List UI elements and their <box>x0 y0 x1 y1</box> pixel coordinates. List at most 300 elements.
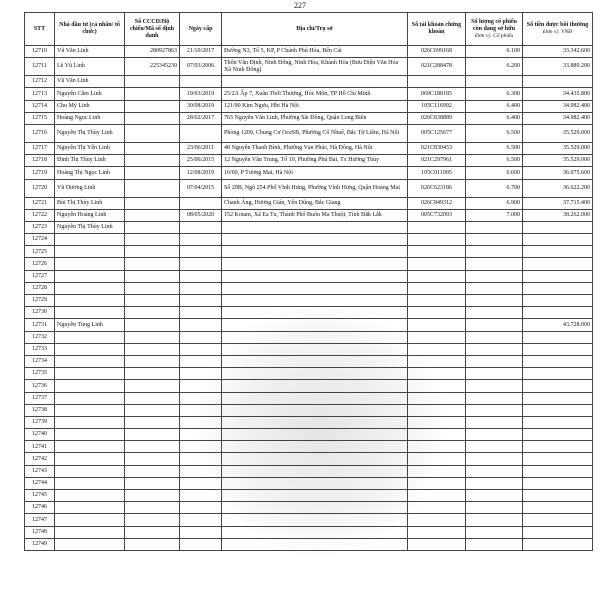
cell-issue-date <box>180 282 222 294</box>
cell-stt: 12716 <box>25 124 55 142</box>
header-investor-name: Nhà đầu tư (cá nhân/ tổ chức) <box>55 13 125 46</box>
cell-issue-date <box>180 392 222 404</box>
cell-account-number: 021C297961 <box>408 155 466 167</box>
cell-address <box>222 319 408 331</box>
cell-investor-name: Chu Mỹ Linh <box>55 100 125 112</box>
cell-id-number <box>125 112 180 124</box>
cell-amount: 33.342.600 <box>523 46 593 58</box>
cell-stt: 12733 <box>25 343 55 355</box>
table-row <box>25 404 593 416</box>
cell-investor-name <box>55 234 125 246</box>
cell-investor-name <box>55 490 125 502</box>
table-row <box>25 368 593 380</box>
cell-investor-name <box>55 538 125 550</box>
cell-stt: 12728 <box>25 282 55 294</box>
cell-address: 12 Nguyễn Văn Trung, Tổ 10, Phường Phú Bài, Tx Hương Thủy <box>222 155 408 167</box>
cell-issue-date <box>180 76 222 88</box>
cell-amount <box>523 221 593 233</box>
cell-account-number <box>408 307 466 319</box>
cell-account-number <box>408 429 466 441</box>
cell-shares <box>466 502 523 514</box>
cell-issue-date <box>180 124 222 142</box>
table-row <box>25 526 593 538</box>
cell-id-number <box>125 100 180 112</box>
cell-issue-date <box>180 295 222 307</box>
cell-address: 152 Kotam, Xã Ea Tu, Thành Phố Buôn Ma Thuột, Tỉnh Đắk Lắk <box>222 209 408 221</box>
cell-issue-date <box>180 246 222 258</box>
cell-id-number <box>125 142 180 154</box>
header-shares-unit: Đơn vị: Cổ phiếu <box>474 32 514 39</box>
cell-issue-date <box>180 221 222 233</box>
cell-shares <box>466 514 523 526</box>
header-id-number: Số CCCD/Hộ chiếu/Mã số định danh <box>125 13 180 46</box>
cell-account-number <box>408 76 466 88</box>
cell-stt: 12725 <box>25 246 55 258</box>
cell-account-number <box>408 355 466 367</box>
cell-amount <box>523 416 593 428</box>
cell-shares <box>466 319 523 331</box>
cell-stt: 12720 <box>25 179 55 197</box>
table-row <box>25 234 593 246</box>
cell-stt: 12746 <box>25 502 55 514</box>
table-row <box>25 416 593 428</box>
cell-id-number <box>125 404 180 416</box>
cell-amount <box>523 490 593 502</box>
cell-stt: 12731 <box>25 319 55 331</box>
cell-shares <box>466 221 523 233</box>
table-row <box>25 221 593 233</box>
cell-amount: 35.529.000 <box>523 155 593 167</box>
cell-id-number <box>125 355 180 367</box>
cell-account-number <box>408 465 466 477</box>
cell-issue-date <box>180 343 222 355</box>
cell-shares: 6.600 <box>466 167 523 179</box>
cell-address <box>222 441 408 453</box>
cell-investor-name: Nguyễn Hoàng Linh <box>55 209 125 221</box>
table-row <box>25 392 593 404</box>
cell-issue-date <box>180 319 222 331</box>
cell-investor-name: Vũ Văn Linh <box>55 76 125 88</box>
cell-investor-name <box>55 380 125 392</box>
header-shares <box>466 13 523 46</box>
cell-amount <box>523 526 593 538</box>
cell-investor-name: Nguyễn Tùng Linh <box>55 319 125 331</box>
cell-address: Chanh Áng, Hương Gián, Yên Dũng, Bắc Giang <box>222 197 408 209</box>
page-number: 227 <box>294 1 306 10</box>
cell-stt: 12741 <box>25 441 55 453</box>
cell-stt: 12732 <box>25 331 55 343</box>
cell-amount: 34.982.400 <box>523 112 593 124</box>
cell-amount: 43.728.000 <box>523 319 593 331</box>
table-row <box>25 307 593 319</box>
cell-address <box>222 246 408 258</box>
cell-amount: 34.435.800 <box>523 88 593 100</box>
cell-shares <box>466 343 523 355</box>
cell-amount <box>523 514 593 526</box>
cell-stt: 12742 <box>25 453 55 465</box>
cell-shares: 6.200 <box>466 58 523 76</box>
table-row <box>25 258 593 270</box>
cell-stt: 12744 <box>25 477 55 489</box>
cell-shares: 7.000 <box>466 209 523 221</box>
cell-investor-name: Nguyễn Thị Yến Linh <box>55 142 125 154</box>
header-address: Địa chỉ/Trụ sở <box>222 13 408 46</box>
cell-stt: 12740 <box>25 429 55 441</box>
table-row <box>25 124 593 142</box>
table-row <box>25 167 593 179</box>
cell-shares <box>466 441 523 453</box>
cell-amount <box>523 429 593 441</box>
cell-id-number <box>125 538 180 550</box>
cell-account-number: 026C699168 <box>408 46 466 58</box>
cell-stt: 12723 <box>25 221 55 233</box>
cell-amount: 37.715.400 <box>523 197 593 209</box>
cell-address <box>222 343 408 355</box>
cell-investor-name: Lê Vũ Linh <box>55 58 125 76</box>
cell-investor-name <box>55 343 125 355</box>
cell-account-number <box>408 477 466 489</box>
cell-shares: 6.900 <box>466 197 523 209</box>
cell-id-number <box>125 197 180 209</box>
table-header-row <box>25 13 593 46</box>
cell-account-number <box>408 246 466 258</box>
cell-investor-name <box>55 502 125 514</box>
cell-id-number <box>125 343 180 355</box>
cell-amount <box>523 258 593 270</box>
cell-address <box>222 380 408 392</box>
cell-stt: 12714 <box>25 100 55 112</box>
cell-id-number <box>125 167 180 179</box>
cell-issue-date: 07/03/2006 <box>180 58 222 76</box>
cell-issue-date: 07/04/2015 <box>180 179 222 197</box>
cell-stt: 12727 <box>25 270 55 282</box>
cell-address: Số 29B, Ngõ 254 Phố Vĩnh Hưng, Phường Vĩnh Hưng, Quận Hoàng Mai <box>222 179 408 197</box>
cell-issue-date <box>180 234 222 246</box>
cell-amount <box>523 453 593 465</box>
cell-stt: 12730 <box>25 307 55 319</box>
cell-shares: 6.400 <box>466 112 523 124</box>
cell-address <box>222 270 408 282</box>
cell-issue-date <box>180 465 222 477</box>
cell-investor-name <box>55 355 125 367</box>
cell-shares <box>466 355 523 367</box>
cell-shares <box>466 270 523 282</box>
cell-account-number <box>408 380 466 392</box>
cell-id-number <box>125 453 180 465</box>
cell-investor-name <box>55 270 125 282</box>
table-row <box>25 295 593 307</box>
cell-issue-date <box>180 270 222 282</box>
cell-address: 16/60, P Tương Mai, Hà Nội <box>222 167 408 179</box>
cell-investor-name <box>55 477 125 489</box>
cell-stt: 12729 <box>25 295 55 307</box>
cell-investor-name: Hoàng Ngọc Linh <box>55 112 125 124</box>
cell-issue-date <box>180 331 222 343</box>
cell-investor-name <box>55 331 125 343</box>
cell-shares <box>466 392 523 404</box>
cell-address <box>222 502 408 514</box>
cell-stt: 12724 <box>25 234 55 246</box>
cell-id-number <box>125 124 180 142</box>
table-row <box>25 343 593 355</box>
table-row <box>25 246 593 258</box>
cell-account-number <box>408 295 466 307</box>
table-row <box>25 429 593 441</box>
cell-account-number <box>408 526 466 538</box>
cell-issue-date: 25/06/2015 <box>180 155 222 167</box>
cell-issue-date <box>180 441 222 453</box>
cell-shares <box>466 490 523 502</box>
cell-address <box>222 368 408 380</box>
cell-issue-date <box>180 380 222 392</box>
cell-shares <box>466 258 523 270</box>
cell-account-number: 021C830453 <box>408 142 466 154</box>
table-row <box>25 477 593 489</box>
cell-address <box>222 453 408 465</box>
cell-amount <box>523 538 593 550</box>
table-row <box>25 100 593 112</box>
cell-id-number <box>125 429 180 441</box>
cell-shares <box>466 307 523 319</box>
cell-investor-name <box>55 416 125 428</box>
cell-account-number: 026C849312 <box>408 197 466 209</box>
cell-stt: 12722 <box>25 209 55 221</box>
cell-id-number <box>125 179 180 197</box>
cell-shares <box>466 282 523 294</box>
cell-account-number <box>408 416 466 428</box>
table-row <box>25 179 593 197</box>
cell-account-number: 021C288478 <box>408 58 466 76</box>
cell-issue-date <box>180 502 222 514</box>
cell-shares <box>466 526 523 538</box>
cell-shares: 6.500 <box>466 124 523 142</box>
cell-id-number <box>125 526 180 538</box>
cell-shares <box>466 76 523 88</box>
cell-issue-date <box>180 355 222 367</box>
cell-id-number <box>125 258 180 270</box>
cell-account-number <box>408 404 466 416</box>
cell-shares <box>466 368 523 380</box>
cell-stt: 12743 <box>25 465 55 477</box>
cell-issue-date: 30/08/2019 <box>180 100 222 112</box>
header-stt: STT <box>25 13 55 46</box>
cell-account-number <box>408 234 466 246</box>
cell-account-number: 105C011995 <box>408 167 466 179</box>
cell-issue-date: 23/06/2011 <box>180 142 222 154</box>
cell-address <box>222 416 408 428</box>
cell-stt: 12715 <box>25 112 55 124</box>
table-row <box>25 46 593 58</box>
cell-account-number: 069C188185 <box>408 88 466 100</box>
cell-stt: 12712 <box>25 76 55 88</box>
cell-stt: 12717 <box>25 142 55 154</box>
cell-shares: 6.700 <box>466 179 523 197</box>
cell-account-number <box>408 502 466 514</box>
cell-account-number <box>408 441 466 453</box>
cell-investor-name <box>55 282 125 294</box>
cell-address <box>222 526 408 538</box>
cell-id-number <box>125 490 180 502</box>
cell-amount <box>523 368 593 380</box>
cell-stt: 12745 <box>25 490 55 502</box>
cell-account-number <box>408 282 466 294</box>
cell-investor-name: Nguyễn Cẩm Linh <box>55 88 125 100</box>
cell-shares <box>466 416 523 428</box>
cell-stt: 12749 <box>25 538 55 550</box>
cell-issue-date <box>180 368 222 380</box>
table-row <box>25 319 593 331</box>
cell-id-number <box>125 319 180 331</box>
cell-investor-name <box>55 246 125 258</box>
cell-address: 25/2A Ấp 7, Xuân Thới Thượng, Hóc Môn, TP Hồ Chí Minh <box>222 88 408 100</box>
cell-id-number <box>125 331 180 343</box>
cell-stt: 12739 <box>25 416 55 428</box>
header-account-number: Số tài khoản chứng khoán <box>408 13 466 46</box>
cell-amount <box>523 307 593 319</box>
cell-stt: 12711 <box>25 58 55 76</box>
cell-account-number: 026C838889 <box>408 112 466 124</box>
cell-shares: 6.500 <box>466 155 523 167</box>
cell-shares: 6.400 <box>466 100 523 112</box>
cell-stt: 12735 <box>25 368 55 380</box>
cell-address <box>222 490 408 502</box>
cell-id-number <box>125 246 180 258</box>
cell-stt: 12736 <box>25 380 55 392</box>
cell-stt: 12737 <box>25 392 55 404</box>
cell-address <box>222 234 408 246</box>
cell-issue-date <box>180 258 222 270</box>
header-amount-label: Số tiền được bồi thường <box>526 22 589 28</box>
cell-address <box>222 477 408 489</box>
cell-id-number <box>125 76 180 88</box>
cell-issue-date: 12/08/2019 <box>180 167 222 179</box>
cell-amount <box>523 477 593 489</box>
table-row <box>25 282 593 294</box>
table-row <box>25 197 593 209</box>
cell-investor-name <box>55 465 125 477</box>
cell-investor-name: Nguyễn Thị Thùy Linh <box>55 221 125 233</box>
cell-investor-name: Nguyễn Thị Thùy Linh <box>55 124 125 142</box>
cell-id-number: 225345239 <box>125 58 180 76</box>
cell-amount <box>523 234 593 246</box>
table-row <box>25 331 593 343</box>
cell-shares <box>466 477 523 489</box>
cell-shares <box>466 429 523 441</box>
cell-id-number <box>125 514 180 526</box>
cell-amount <box>523 343 593 355</box>
cell-address: 48 Nguyễn Thanh Bình, Phường Vạn Phúc, Hà Đông, Hà Nội <box>222 142 408 154</box>
cell-account-number: 026C623186 <box>408 179 466 197</box>
cell-id-number: 280927863 <box>125 46 180 58</box>
cell-amount: 35.529.000 <box>523 124 593 142</box>
cell-investor-name: Đinh Thị Thùy Linh <box>55 155 125 167</box>
cell-amount <box>523 392 593 404</box>
cell-address <box>222 429 408 441</box>
cell-id-number <box>125 307 180 319</box>
cell-account-number <box>408 368 466 380</box>
cell-amount <box>523 246 593 258</box>
cell-id-number <box>125 234 180 246</box>
cell-id-number <box>125 477 180 489</box>
cell-address <box>222 355 408 367</box>
cell-issue-date <box>180 429 222 441</box>
cell-amount <box>523 331 593 343</box>
cell-shares: 6.300 <box>466 88 523 100</box>
cell-account-number <box>408 221 466 233</box>
cell-shares <box>466 295 523 307</box>
cell-shares: 6.500 <box>466 142 523 154</box>
cell-address <box>222 331 408 343</box>
cell-account-number: 005C732093 <box>408 209 466 221</box>
cell-account-number <box>408 490 466 502</box>
cell-account-number: 005C125677 <box>408 124 466 142</box>
cell-investor-name <box>55 258 125 270</box>
cell-id-number <box>125 416 180 428</box>
cell-address: Thôn Văn Định, Ninh Đông, Ninh Hòa, Khánh Hòa (Bưu Điện Văn Hóa Xã Ninh Đông) <box>222 58 408 76</box>
cell-id-number <box>125 465 180 477</box>
cell-issue-date: 08/05/2020 <box>180 209 222 221</box>
cell-amount: 36.075.600 <box>523 167 593 179</box>
cell-issue-date <box>180 538 222 550</box>
table-row <box>25 112 593 124</box>
cell-issue-date <box>180 416 222 428</box>
cell-account-number <box>408 343 466 355</box>
cell-issue-date <box>180 477 222 489</box>
cell-account-number <box>408 514 466 526</box>
cell-amount <box>523 76 593 88</box>
cell-stt: 12748 <box>25 526 55 538</box>
table-row <box>25 465 593 477</box>
table-row <box>25 441 593 453</box>
cell-issue-date <box>180 404 222 416</box>
cell-id-number <box>125 502 180 514</box>
cell-address <box>222 282 408 294</box>
cell-shares <box>466 331 523 343</box>
cell-amount: 35.529.000 <box>523 142 593 154</box>
cell-stt: 12721 <box>25 197 55 209</box>
cell-amount: 38.262.000 <box>523 209 593 221</box>
cell-investor-name <box>55 392 125 404</box>
cell-account-number <box>408 453 466 465</box>
cell-stt: 12726 <box>25 258 55 270</box>
cell-address <box>222 258 408 270</box>
cell-id-number <box>125 368 180 380</box>
cell-stt: 12710 <box>25 46 55 58</box>
cell-account-number <box>408 392 466 404</box>
table-row <box>25 270 593 282</box>
cell-account-number <box>408 538 466 550</box>
cell-investor-name <box>55 526 125 538</box>
cell-shares <box>466 246 523 258</box>
cell-account-number: 105C116992 <box>408 100 466 112</box>
table-row <box>25 490 593 502</box>
cell-issue-date <box>180 307 222 319</box>
cell-issue-date <box>180 526 222 538</box>
cell-amount <box>523 295 593 307</box>
table-row <box>25 58 593 76</box>
cell-stt: 12747 <box>25 514 55 526</box>
cell-stt: 12738 <box>25 404 55 416</box>
cell-investor-name: Hoàng Thị Ngọc Linh <box>55 167 125 179</box>
cell-amount: 36.622.200 <box>523 179 593 197</box>
cell-id-number <box>125 441 180 453</box>
cell-account-number <box>408 270 466 282</box>
cell-investor-name: Vũ Dương Linh <box>55 179 125 197</box>
cell-investor-name <box>55 453 125 465</box>
cell-investor-name <box>55 307 125 319</box>
cell-address: 121/90 Kim Ngưu, Hbt Hà Nội <box>222 100 408 112</box>
cell-amount <box>523 380 593 392</box>
